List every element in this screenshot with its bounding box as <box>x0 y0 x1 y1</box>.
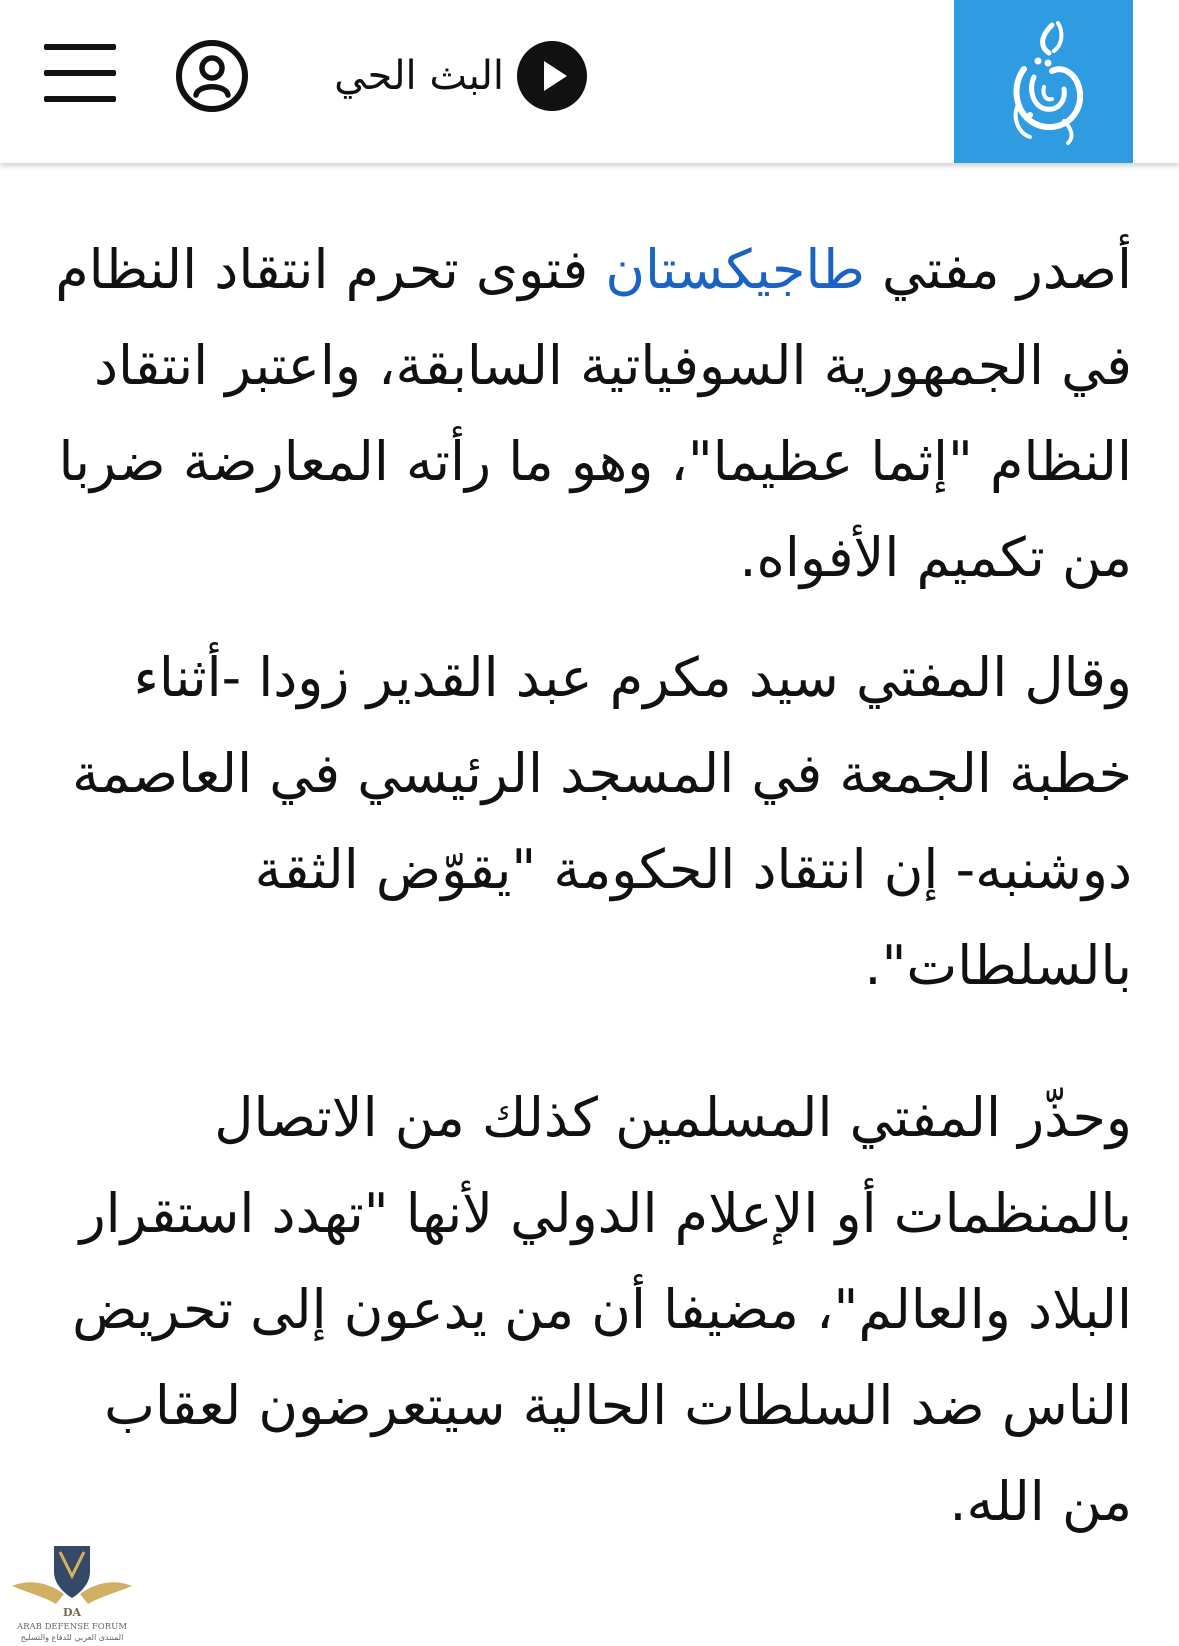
live-stream-button[interactable] <box>306 36 588 116</box>
user-icon[interactable] <box>174 38 250 114</box>
tajikistan-link[interactable]: طاجيكستان <box>605 238 865 301</box>
aljazeera-logo[interactable] <box>954 0 1133 163</box>
svg-text:المنتدى العربي للدفاع والتسليح: المنتدى العربي للدفاع والتسليح <box>20 1633 124 1642</box>
arab-defense-forum-watermark <box>6 1538 138 1642</box>
article-body <box>48 222 1132 1606</box>
article-paragraph-2: وقال المفتي سيد مكرم عبد القدير زودا -أثناء خطبة الجمعة في المسجد الرئيسي في العاصمة دوشنبه- إن انتقاد الحكومة "يقوّض الثقة بالسلطات". <box>72 646 1132 997</box>
live-stream-label: البث الحي <box>334 53 504 99</box>
hamburger-menu-icon[interactable] <box>44 44 116 102</box>
play-icon <box>516 40 588 112</box>
aljazeera-logo-icon <box>994 17 1094 147</box>
article-paragraph-3: وحذّر المفتي المسلمين كذلك من الاتصال بالمنظمات أو الإعلام الدولي لأنها "تهدد استقرار البلاد والعالم"، مضيفا أن من يدعون إلى تحريض الناس ضد السلطات الحالية سيتعرضون لعقاب من الله. <box>72 1086 1132 1533</box>
top-bar <box>0 0 1179 163</box>
svg-text:DA: DA <box>62 1606 82 1619</box>
svg-text:ARAB DEFENSE FORUM: ARAB DEFENSE FORUM <box>16 1622 128 1632</box>
article-paragraph-1: أصدر مفتي طاجيكستان فتوى تحرم انتقاد النظام في الجمهورية السوفياتية السابقة، واعتبر انتقاد النظام "إثما عظيما"، وهو ما رأته المعارضة ضربا من تكميم الأفواه. <box>55 238 1132 589</box>
eagle-shield-icon <box>6 1538 138 1642</box>
